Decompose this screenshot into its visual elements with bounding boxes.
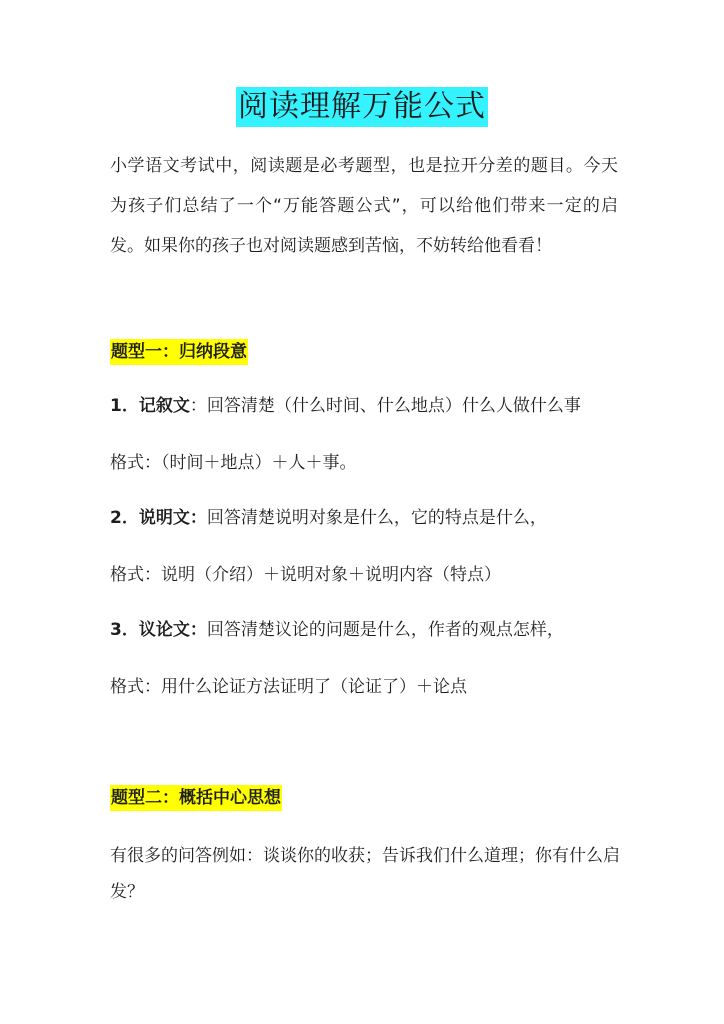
item-2-format: 格式：说明（介绍）＋说明对象＋说明内容（特点） xyxy=(110,565,501,585)
item-1-text: 回答清楚（什么时间、什么地点）什么人做什么事 xyxy=(206,396,581,416)
section-heading-2: 题型二：概括中心思想 xyxy=(110,785,282,811)
item-3 xyxy=(110,615,630,645)
item-1-keyword: 记叙文 xyxy=(138,396,190,416)
intro-paragraph: 小学语文考试中，阅读题是必考题型，也是拉开分差的题目。今天为孩子们总结了一个“万能答题公式”，可以给他们带来一定的启发。如果你的孩子也对阅读题感到苦恼，不妨转给他看看！ xyxy=(110,156,618,256)
item-2-keyword: 说明文： xyxy=(138,508,207,528)
section-2-paragraph: 有很多的问答例如：谈谈你的收获；告诉我们什么道理；你有什么启发？ xyxy=(110,846,620,902)
item-1-format: 格式：（时间＋地点）＋人＋事。 xyxy=(110,453,357,473)
item-3-number: 3． xyxy=(110,620,139,640)
item-3-text: 回答清楚议论的问题是什么，作者的观点怎样， xyxy=(206,620,564,640)
section-heading-1: 题型一：归纳段意 xyxy=(110,339,248,365)
page-title: 阅读理解万能公式 xyxy=(236,87,488,127)
item-3-keyword: 议论文： xyxy=(138,620,207,640)
item-1-number: 1． xyxy=(110,396,139,416)
item-1 xyxy=(110,391,630,421)
title-wrap xyxy=(0,87,724,127)
item-1-colon: ： xyxy=(189,396,207,416)
item-2-text: 回答清楚说明对象是什么，它的特点是什么， xyxy=(206,508,547,528)
item-2 xyxy=(110,503,630,533)
item-3-format: 格式：用什么论证方法证明了（论证了）＋论点 xyxy=(110,677,467,697)
item-2-number: 2． xyxy=(110,508,139,528)
